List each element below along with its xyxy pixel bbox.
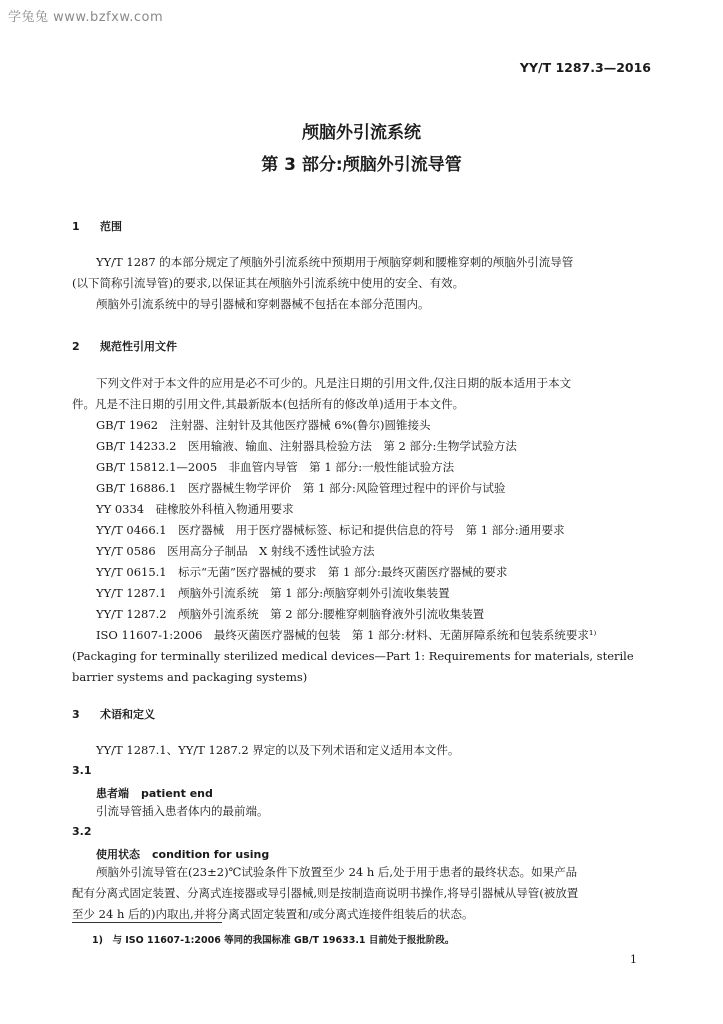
document-subtitle: 第 3 部分:颅脑外引流导管: [261, 155, 462, 175]
term-definition-line: 颅脑外引流导管在(23±2)℃试验条件下放置至少 24 h 后,处于用于患者的最终状态。如果产品: [96, 865, 578, 879]
footnote-divider: [72, 922, 222, 923]
section-heading-scope: [72, 218, 122, 234]
reference-item: YY/T 0586 医用高分子制品 X 射线不透性试验方法: [96, 544, 375, 558]
reference-item: GB/T 14233.2 医用输液、输血、注射器具检验方法 第 2 部分:生物学试验方法: [96, 439, 517, 453]
section-title: 范围: [100, 220, 122, 233]
term-en: condition for using: [152, 848, 270, 861]
scope-paragraph-line: (以下简称引流导管)的要求,以保证其在颅脑外引流系统中使用的安全、有效。: [72, 276, 465, 290]
reference-item: GB/T 15812.1—2005 非血管内导管 第 1 部分:一般性能试验方法: [96, 460, 455, 474]
page-number: 1: [630, 953, 637, 966]
document-title: 颅脑外引流系统: [302, 123, 421, 143]
standard-number: YY/T 1287.3—2016: [519, 60, 651, 75]
terms-intro: YY/T 1287.1、YY/T 1287.2 界定的以及下列术语和定义适用本文件。: [96, 743, 460, 757]
reference-item: GB/T 1962 注射器、注射针及其他医疗器械 6%(鲁尔)圆锥接头: [96, 418, 431, 432]
section-number: 3: [72, 708, 80, 721]
term-definition-line: 至少 24 h 后的)内取出,并将分离式固定装置和/或分离式连接件组装后的状态。: [72, 907, 474, 921]
reference-item-iso-continued: barrier systems and packaging systems): [72, 670, 308, 684]
reference-item: YY/T 1287.2 颅脑外引流系统 第 2 部分:腰椎穿刺脑脊液外引流收集装置: [96, 607, 485, 621]
scope-paragraph-line: YY/T 1287 的本部分规定了颅脑外引流系统中预期用于颅脑穿刺和腰椎穿刺的颅脑外引流导管: [96, 255, 574, 269]
term-cn: 使用状态: [96, 848, 140, 861]
term-id: 3.2: [72, 825, 92, 838]
reference-item: YY/T 0466.1 医疗器械 用于医疗器械标签、标记和提供信息的符号 第 1 部分:通用要求: [96, 523, 565, 537]
reference-item: YY/T 1287.1 颅脑外引流系统 第 1 部分:颅脑穿刺外引流收集装置: [96, 586, 450, 600]
refs-intro-line: 件。凡是不注日期的引用文件,其最新版本(包括所有的修改单)适用于本文件。: [72, 397, 465, 411]
term-condition-for-using: [96, 846, 269, 862]
watermark: 学兔兔 www.bzfxw.com: [8, 10, 164, 25]
term-id: 3.1: [72, 764, 92, 777]
term-cn: 患者端: [96, 787, 129, 800]
section-number: 1: [72, 220, 80, 233]
term-patient-end: [96, 785, 213, 801]
reference-item-iso: ISO 11607-1:2006 最终灭菌医疗器械的包装 第 1 部分:材料、无菌屏障系统和包装系统要求¹⁾: [96, 628, 597, 642]
scope-paragraph: 颅脑外引流系统中的导引器械和穿刺器械不包括在本部分范围内。: [96, 297, 430, 311]
reference-item: YY 0334 硅橡胶外科植入物通用要求: [96, 502, 294, 516]
reference-item: YY/T 0615.1 标示“无菌”医疗器械的要求 第 1 部分:最终灭菌医疗器械的要求: [96, 565, 508, 579]
term-en: patient end: [141, 787, 213, 800]
refs-intro-line: 下列文件对于本文件的应用是必不可少的。凡是注日期的引用文件,仅注日期的版本适用于本文: [96, 376, 572, 390]
term-definition-line: 配有分离式固定装置、分离式连接器或导引器械,则是按制造商说明书操作,将导引器械从导管(被放置: [72, 886, 579, 900]
section-title: 规范性引用文件: [100, 340, 177, 353]
section-number: 2: [72, 340, 80, 353]
section-heading-refs: [72, 338, 177, 354]
reference-item: GB/T 16886.1 医疗器械生物学评价 第 1 部分:风险管理过程中的评价与试验: [96, 481, 506, 495]
section-title: 术语和定义: [100, 708, 155, 721]
term-definition: 引流导管插入患者体内的最前端。: [96, 804, 269, 818]
section-heading-terms: [72, 706, 155, 722]
footnote: 1) 与 ISO 11607-1:2006 等同的我国标准 GB/T 19633.1 目前处于报批阶段。: [92, 935, 455, 946]
reference-item-iso-continued: (Packaging for terminally sterilized medical devices—Part 1: Requirements for materials, sterile: [72, 649, 634, 663]
